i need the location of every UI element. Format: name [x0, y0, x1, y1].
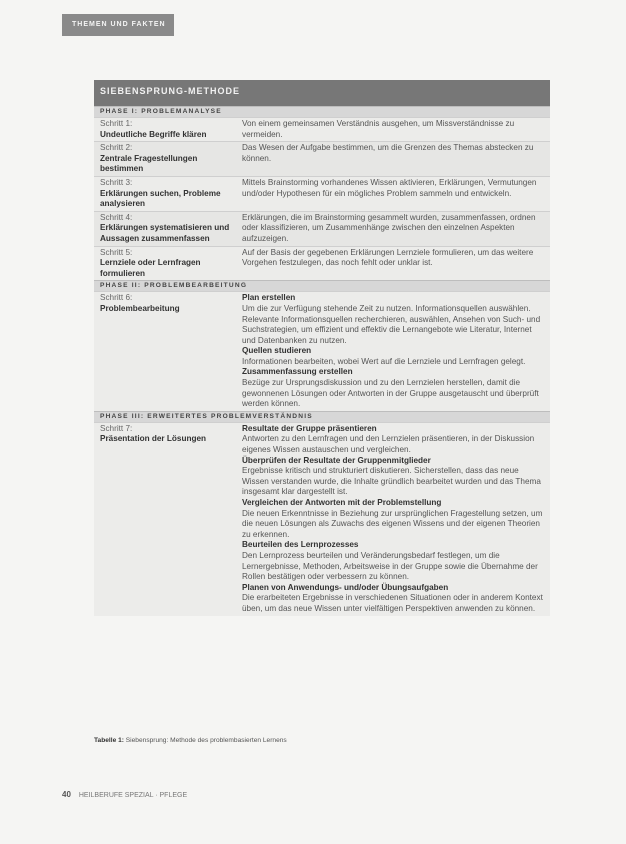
step-number: Schritt 1:: [100, 119, 133, 128]
step-title: Erklärungen systematisieren und Aussagen zusammenfassen: [100, 223, 230, 243]
step-number: Schritt 4:: [100, 212, 133, 222]
block-heading: Quellen studieren: [242, 346, 312, 356]
phase-header: PHASE II: PROBLEMBEARBEITUNG: [94, 280, 550, 291]
step-cell: [94, 247, 238, 281]
step-title: Zentrale Fragestellungen bestimmen: [100, 153, 198, 174]
step-number: Schritt 6:: [100, 293, 133, 303]
table-row: [94, 246, 550, 281]
step-description: Auf der Basis der gegebenen Erklärungen Lernziele formulieren, um das weitere Vorgehen festzulegen, das noch fehlt oder unklar ist.: [242, 247, 534, 268]
table-row: [94, 117, 550, 141]
block-heading: Plan erstellen: [242, 293, 296, 303]
block-heading: Beurteilen des Lernprozesses: [242, 540, 359, 550]
step-description: Von einem gemeinsamen Verständnis ausgehen, um Missverständnisse zu vermeiden.: [242, 119, 515, 139]
description-cell: [238, 142, 550, 176]
page-number: 40: [62, 790, 71, 799]
caption-text: Siebensprung: Methode des problembasierten Lernens: [125, 737, 287, 744]
description-cell: [238, 212, 550, 246]
description-cell: [238, 118, 550, 141]
block-heading: Vergleichen der Antworten mit der Problemstellung: [242, 498, 442, 507]
block-heading: Zusammenfassung erstellen: [242, 367, 353, 377]
phase-header: PHASE III: ERWEITERTES PROBLEMVERSTÄNDNIS: [94, 411, 550, 422]
step-description: Erklärungen, die im Brainstorming gesammelt wurden, zusammenfassen, ordnen oder klassifizieren, um Zusammenhänge zwischen den einzelnen Aspekten aufzuzeigen.: [242, 212, 536, 243]
step-title: Erklärungen suchen, Probleme analysieren: [100, 188, 221, 209]
step-title: Undeutliche Begriffe klären: [100, 129, 207, 139]
step-number: Schritt 2:: [100, 143, 133, 153]
table-row: [94, 291, 550, 411]
description-cell: [238, 423, 550, 616]
block-heading: Resultate der Gruppe präsentieren: [242, 423, 377, 433]
table-title: SIEBENSPRUNG-METHODE: [94, 80, 550, 106]
block-text: Um die zur Verfügung stehende Zeit zu nutzen. Informationsquellen auswählen. Relevante Informationsquellen recherchieren, auswählen, Ansehen von Such- und Suchstrategien, um effizient und effektiv die Lernangebote wie Literatur, Internet und Datenbanken zu nutzen.: [242, 303, 541, 345]
step-description: Das Wesen der Aufgabe bestimmen, um die Grenzen des Themas abstecken zu können.: [242, 143, 534, 163]
block-text: Informationen bearbeiten, wobei Wert auf die Lernziele und Lernfragen gelegt.: [242, 356, 526, 366]
table-row: [94, 211, 550, 246]
section-tab: THEMEN UND FAKTEN: [62, 14, 174, 36]
phase-header: PHASE I: PROBLEMANALYSE: [94, 106, 550, 117]
step-number: Schritt 3:: [100, 177, 133, 187]
step-cell: [94, 177, 238, 211]
description-cell: [238, 177, 550, 211]
seven-jump-table: [94, 80, 550, 616]
step-number: Schritt 5:: [100, 247, 133, 257]
block-text: Die neuen Erkenntnisse in Beziehung zur ursprünglichen Fragestellung setzen, um die neuen Lösungen als Zuwachs des eigenen Wissens und der eigenen Theorien zu erkennen.: [242, 508, 543, 539]
step-title: Präsentation der Lösungen: [100, 434, 206, 444]
block-heading: Überprüfen der Resultate der Gruppenmitglieder: [242, 455, 431, 465]
block-text: Ergebnisse kritisch und strukturiert diskutieren. Sicherstellen, dass das neue Wissen verstanden wurde, die Inhalte gründlich bearbeitet wurden und das Thema insgesamt klar dargestellt ist.: [242, 466, 541, 497]
step-cell: [94, 142, 238, 176]
step-title: Lernziele oder Lernfragen formulieren: [100, 258, 201, 278]
step-cell: [94, 292, 238, 411]
page-footer: [62, 790, 187, 799]
step-cell: [94, 212, 238, 246]
step-description: Mittels Brainstorming vorhandenes Wissen aktivieren, Erklärungen, Vermutungen und/oder Hypothesen für ein mögliches Problem sammeln und entwickeln.: [242, 177, 537, 198]
table-row: [94, 176, 550, 211]
step-title: Problembearbeitung: [100, 303, 180, 313]
caption-label: Tabelle 1:: [94, 737, 124, 744]
step-cell: [94, 423, 238, 616]
block-text: Den Lernprozess beurteilen und Veränderungsbedarf festlegen, um die Lernergebnisse, Methoden, Arbeitsweise in der Gruppe sowie die Übernahme der Rollen bestätigen oder verbessern zu können.: [242, 550, 538, 582]
description-cell: [238, 292, 550, 411]
footer-text: HEILBERUFE SPEZIAL · PFLEGE: [78, 792, 188, 799]
step-number: Schritt 7:: [100, 423, 133, 433]
table-row: [94, 422, 550, 616]
step-cell: [94, 118, 238, 141]
block-text: Bezüge zur Ursprungsdiskussion und zu den Lernzielen herstellen, damit die gewonnenen Lösungen oder Antworten in der Gruppe ausgetauscht und überprüft werden können.: [242, 378, 539, 409]
table-caption: [94, 737, 287, 744]
block-heading: Planen von Anwendungs- und/oder Übungsaufgaben: [242, 582, 449, 592]
table-row: [94, 141, 550, 176]
description-cell: [238, 247, 550, 281]
block-text: Die erarbeiteten Ergebnisse in verschiedenen Situationen oder in anderem Kontext üben, um das neue Wissen unter vielfältigen Perspektiven anwenden zu können.: [242, 593, 543, 613]
block-text: Antworten zu den Lernfragen und den Lernzielen präsentieren, in der Diskussion eigenes Wissen austauschen und vergleichen.: [242, 434, 535, 455]
